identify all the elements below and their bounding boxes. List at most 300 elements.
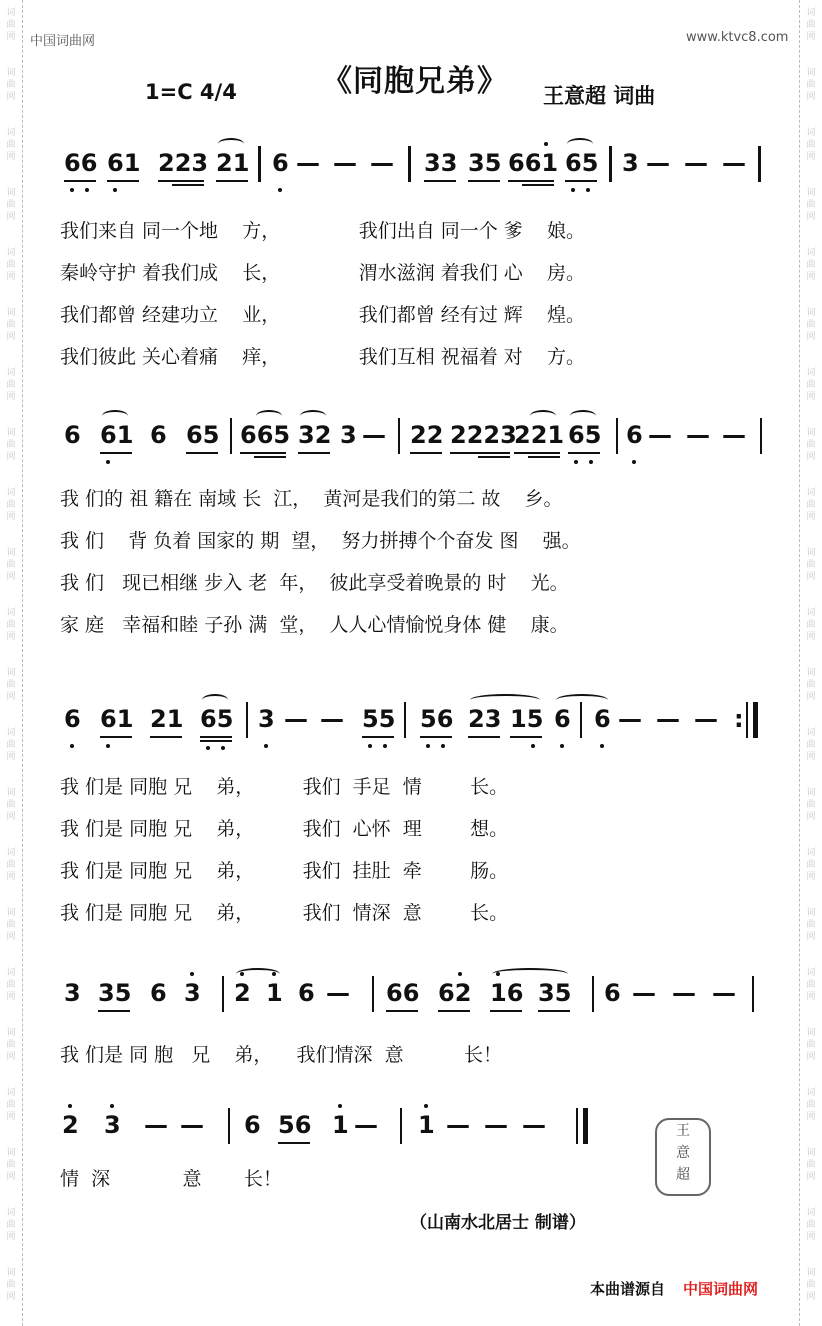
dash: — (522, 1111, 546, 1139)
barline (372, 976, 374, 1012)
watermark-glyph: 词 (6, 1088, 16, 1098)
watermark-glyph: 词 (806, 488, 816, 498)
low-octave-dot (441, 744, 445, 748)
watermark-glyph: 词 (806, 728, 816, 738)
underline (510, 736, 542, 738)
dash: — (320, 705, 344, 733)
dash: — (722, 149, 746, 177)
barline (580, 702, 582, 738)
lyric-line: 我们彼此 关心着痛 痒， 我们互相 祝福着 对 方。 (60, 346, 585, 368)
note-group: 6 (64, 705, 81, 733)
watermark-glyph: 曲 (806, 740, 816, 750)
source-site-link[interactable]: 中国词曲网 (683, 1280, 759, 1298)
watermark-glyph: 网 (6, 752, 16, 762)
watermark-glyph: 词 (6, 8, 16, 18)
dash: — (354, 1111, 378, 1139)
watermark-glyph: 曲 (806, 980, 816, 990)
watermark-glyph: 词 (6, 608, 16, 618)
low-octave-dot (70, 744, 74, 748)
watermark-glyph: 网 (806, 1232, 816, 1242)
watermark-glyph: 网 (6, 1052, 16, 1062)
watermark-glyph: 网 (6, 632, 16, 642)
note-group: 62 (438, 979, 472, 1007)
watermark-glyph: 网 (806, 692, 816, 702)
watermark-glyph: 曲 (6, 980, 16, 990)
watermark-glyph: 网 (806, 572, 816, 582)
transcriber-credit: （山南水北居士 制谱） (410, 1213, 586, 1233)
watermark-glyph: 曲 (806, 920, 816, 930)
seal-char: 意 (676, 1145, 690, 1161)
lyric-line: 我 们的 祖 籍在 南域 长 江， 黄河是我们的第二 故 乡。 (60, 488, 563, 510)
dash: — (362, 421, 386, 449)
barline (400, 1108, 402, 1144)
watermark-glyph: 曲 (806, 1280, 816, 1290)
key-time-signature: 1=C 4/4 (145, 80, 237, 104)
barline (404, 702, 406, 738)
barline (258, 146, 261, 182)
note-group: 22 (410, 421, 444, 449)
note-group: 223 (158, 149, 209, 177)
dash: — (686, 421, 710, 449)
note-group: 6 (604, 979, 621, 1007)
watermark-glyph: 网 (6, 932, 16, 942)
seal-char: 王 (676, 1123, 690, 1139)
watermark-glyph: 网 (6, 812, 16, 822)
underline (278, 1142, 310, 1144)
low-octave-dot (574, 460, 578, 464)
underline (514, 452, 560, 454)
underline (98, 1010, 130, 1012)
underline (386, 1010, 418, 1012)
lyric-line: 我们来自 同一个地 方， 我们出自 同一个 爹 娘。 (60, 220, 585, 242)
low-octave-dot (70, 188, 74, 192)
low-octave-dot (560, 744, 564, 748)
watermark-glyph: 词 (6, 248, 16, 258)
note-group: 2223 (450, 421, 517, 449)
dash: — (646, 149, 670, 177)
watermark-glyph: 曲 (806, 80, 816, 90)
watermark-glyph: 网 (6, 92, 16, 102)
note-group: 65 (565, 149, 599, 177)
barline (758, 146, 761, 182)
note-group: 61 (100, 705, 134, 733)
watermark-glyph: 曲 (6, 1220, 16, 1230)
barline-thick (583, 1108, 588, 1144)
watermark-glyph: 词 (6, 668, 16, 678)
lyric-line: 我 们是 同胞 兄 弟， 我们 手足 情 长。 (60, 776, 509, 798)
watermark-glyph: 网 (6, 692, 16, 702)
watermark-glyph: 曲 (6, 1280, 16, 1290)
watermark-glyph: 曲 (806, 440, 816, 450)
watermark-glyph: 曲 (806, 560, 816, 570)
watermark-glyph: 词 (806, 1208, 816, 1218)
high-octave-dot (110, 1104, 114, 1108)
note-group: 35 (468, 149, 502, 177)
note-group: 2 (62, 1111, 79, 1139)
underline (107, 180, 139, 182)
source-prefix: 本曲谱源自 (590, 1280, 666, 1298)
note-group: 6 (594, 705, 611, 733)
watermark-glyph: 曲 (806, 200, 816, 210)
watermark-glyph: 曲 (6, 1160, 16, 1170)
site-url-right[interactable]: www.ktvc8.com (686, 30, 789, 45)
watermark-glyph: 词 (806, 1148, 816, 1158)
low-octave-dot (586, 188, 590, 192)
underline (298, 452, 330, 454)
watermark-glyph: 词 (6, 1148, 16, 1158)
watermark-glyph: 词 (6, 848, 16, 858)
underline (64, 180, 96, 182)
barline (752, 976, 754, 1012)
lyric-line: 我 们是 同胞 兄 弟， 我们 挂肚 牵 肠。 (60, 860, 509, 882)
watermark-glyph: 网 (6, 152, 16, 162)
barline (228, 1108, 230, 1144)
watermark-glyph: 曲 (806, 1100, 816, 1110)
slur (102, 410, 128, 422)
underline (172, 184, 204, 186)
watermark-glyph: 网 (806, 92, 816, 102)
watermark-glyph: 曲 (6, 680, 16, 690)
note-group: 56 (278, 1111, 312, 1139)
barline (398, 418, 400, 454)
note-group: 65 (186, 421, 220, 449)
underline (490, 1010, 522, 1012)
watermark-glyph: 网 (806, 212, 816, 222)
watermark-glyph: 词 (806, 248, 816, 258)
watermark-glyph: 网 (6, 512, 16, 522)
high-octave-dot (190, 972, 194, 976)
note-group: 1 (266, 979, 283, 1007)
dash: — (656, 705, 680, 733)
slur (567, 138, 593, 150)
note-group: 3 (184, 979, 201, 1007)
watermark-glyph: 网 (806, 632, 816, 642)
watermark-glyph: 曲 (6, 860, 16, 870)
underline (158, 180, 204, 182)
dash: — (180, 1111, 204, 1139)
note-group: 66 (64, 149, 98, 177)
slur (570, 410, 596, 422)
note-group: 6 (298, 979, 315, 1007)
repeat-sign: : (734, 705, 744, 733)
watermark-glyph: 网 (806, 1172, 816, 1182)
low-octave-dot (206, 746, 210, 750)
note-group: 6 (272, 149, 289, 177)
underline (100, 452, 132, 454)
dash: — (144, 1111, 168, 1139)
watermark-glyph: 词 (806, 668, 816, 678)
underline (200, 740, 232, 742)
watermark-glyph: 词 (806, 788, 816, 798)
watermark-glyph: 词 (806, 848, 816, 858)
dash: — (694, 705, 718, 733)
watermark-glyph: 词 (806, 428, 816, 438)
underline (568, 452, 600, 454)
watermark-glyph: 词 (806, 1088, 816, 1098)
note-group: 6 (150, 421, 167, 449)
dash: — (712, 979, 736, 1007)
watermark-glyph: 词 (6, 548, 16, 558)
underline (362, 736, 394, 738)
underline (468, 180, 500, 182)
underline (468, 736, 500, 738)
low-octave-dot (589, 460, 593, 464)
watermark-glyph: 网 (6, 212, 16, 222)
slur (256, 410, 282, 422)
note-group: 55 (362, 705, 396, 733)
watermark-glyph: 词 (806, 548, 816, 558)
watermark-glyph: 曲 (6, 1100, 16, 1110)
watermark-glyph: 词 (806, 1268, 816, 1278)
high-octave-dot (338, 1104, 342, 1108)
note-group: 15 (510, 705, 544, 733)
watermark-glyph: 曲 (6, 740, 16, 750)
watermark-glyph: 网 (6, 992, 16, 1002)
note-group: 61 (107, 149, 141, 177)
barline (408, 146, 411, 182)
note-group: 61 (100, 421, 134, 449)
note-group: 3 (258, 705, 275, 733)
dash: — (484, 1111, 508, 1139)
song-title: 《同胞兄弟》 (322, 64, 508, 99)
watermark-glyph: 词 (806, 968, 816, 978)
note-group: 1 (418, 1111, 435, 1139)
site-name-left: 中国词曲网 (30, 34, 96, 49)
high-octave-dot (68, 1104, 72, 1108)
low-octave-dot (632, 460, 636, 464)
watermark-glyph: 网 (6, 1172, 16, 1182)
low-octave-dot (113, 188, 117, 192)
note-group: 23 (468, 705, 502, 733)
low-octave-dot (426, 744, 430, 748)
underline (478, 456, 510, 458)
watermark-glyph: 曲 (6, 500, 16, 510)
slur (530, 410, 556, 422)
note-group: 65 (568, 421, 602, 449)
watermark-glyph: 词 (6, 968, 16, 978)
watermark-glyph: 词 (6, 788, 16, 798)
watermark-glyph: 曲 (6, 920, 16, 930)
note-group: 33 (424, 149, 458, 177)
note-group: 2 (234, 979, 251, 1007)
low-octave-dot (264, 744, 268, 748)
underline (186, 452, 218, 454)
watermark-glyph: 词 (6, 188, 16, 198)
lyric-line: 我 们是 同胞 兄 弟， 我们 心怀 理 想。 (60, 818, 509, 840)
watermark-glyph: 曲 (6, 380, 16, 390)
watermark-glyph: 曲 (6, 560, 16, 570)
watermark-glyph: 词 (6, 1208, 16, 1218)
dash: — (648, 421, 672, 449)
watermark-glyph: 曲 (6, 620, 16, 630)
notation-line-1 (0, 146, 822, 196)
low-octave-dot (531, 744, 535, 748)
watermark-glyph: 网 (806, 932, 816, 942)
lyric-line: 秦岭守护 着我们成 长， 渭水滋润 着我们 心 房。 (60, 262, 585, 284)
high-octave-dot (424, 1104, 428, 1108)
seal-stamp (655, 1118, 711, 1196)
low-octave-dot (571, 188, 575, 192)
watermark-glyph: 词 (806, 608, 816, 618)
slur (218, 138, 244, 150)
dash: — (632, 979, 656, 1007)
low-octave-dot (221, 746, 225, 750)
underline (254, 456, 286, 458)
underline (410, 452, 442, 454)
barline (616, 418, 618, 454)
barline (246, 702, 248, 738)
watermark-glyph: 曲 (6, 320, 16, 330)
watermark-glyph: 网 (806, 32, 816, 42)
watermark-glyph: 网 (806, 332, 816, 342)
underline (420, 736, 452, 738)
note-group: 56 (420, 705, 454, 733)
watermark-glyph: 网 (6, 1292, 16, 1302)
watermark-glyph: 词 (806, 368, 816, 378)
watermark-glyph: 曲 (6, 800, 16, 810)
slur (202, 694, 228, 706)
lyric-line: 我们都曾 经建功立 业， 我们都曾 经有过 辉 煌。 (60, 304, 585, 326)
watermark-glyph: 网 (6, 572, 16, 582)
watermark-glyph: 曲 (806, 20, 816, 30)
underline (240, 452, 286, 454)
watermark-glyph: 曲 (6, 140, 16, 150)
watermark-glyph: 曲 (6, 1040, 16, 1050)
note-group: 3 (104, 1111, 121, 1139)
watermark-glyph: 网 (6, 872, 16, 882)
watermark-glyph: 词 (6, 728, 16, 738)
note-group: 665 (240, 421, 291, 449)
watermark-glyph: 网 (806, 452, 816, 462)
watermark-glyph: 词 (6, 908, 16, 918)
watermark-glyph: 网 (806, 1112, 816, 1122)
barline (592, 976, 594, 1012)
underline (508, 180, 554, 182)
watermark-glyph: 词 (806, 68, 816, 78)
watermark-glyph: 网 (6, 332, 16, 342)
note-group: 6 (554, 705, 571, 733)
watermark-glyph: 词 (6, 308, 16, 318)
note-group: 3 (340, 421, 357, 449)
dash: — (296, 149, 320, 177)
underline (528, 456, 560, 458)
watermark-glyph: 曲 (806, 860, 816, 870)
low-octave-dot (600, 744, 604, 748)
watermark-glyph: 曲 (806, 500, 816, 510)
note-group: 21 (150, 705, 184, 733)
slur (492, 968, 568, 980)
barline (609, 146, 612, 182)
watermark-glyph: 词 (6, 368, 16, 378)
watermark-glyph: 曲 (806, 320, 816, 330)
underline (216, 180, 248, 182)
dash: — (446, 1111, 470, 1139)
notation-line-4 (0, 976, 822, 1026)
watermark-glyph: 曲 (6, 80, 16, 90)
barline-thick (753, 702, 758, 738)
low-octave-dot (368, 744, 372, 748)
dash: — (618, 705, 642, 733)
notation-line-2 (0, 418, 822, 468)
watermark-glyph: 词 (806, 188, 816, 198)
watermark-glyph: 曲 (806, 800, 816, 810)
low-octave-dot (383, 744, 387, 748)
lyric-line: 情 深 意 长！ (60, 1168, 282, 1190)
note-group: 66 (386, 979, 420, 1007)
underline (538, 1010, 570, 1012)
high-octave-dot (496, 972, 500, 976)
high-octave-dot (272, 972, 276, 976)
barline (760, 418, 762, 454)
watermark-glyph: 网 (6, 452, 16, 462)
notation-line-3 (0, 702, 822, 752)
watermark-glyph: 曲 (806, 620, 816, 630)
watermark-glyph: 曲 (806, 260, 816, 270)
watermark-glyph: 词 (806, 128, 816, 138)
watermark-glyph: 词 (806, 308, 816, 318)
watermark-glyph: 网 (806, 272, 816, 282)
watermark-glyph: 曲 (806, 1160, 816, 1170)
note-group: 6 (150, 979, 167, 1007)
underline (100, 736, 132, 738)
watermark-glyph: 网 (6, 1232, 16, 1242)
watermark-glyph: 词 (6, 1028, 16, 1038)
watermark-glyph: 词 (806, 1028, 816, 1038)
source-footer (590, 1278, 758, 1299)
watermark-glyph: 词 (6, 68, 16, 78)
barline (746, 702, 748, 738)
underline (565, 180, 597, 182)
dash: — (284, 705, 308, 733)
low-octave-dot (85, 188, 89, 192)
note-group: 1 (332, 1111, 349, 1139)
note-group: 221 (514, 421, 565, 449)
underline (200, 736, 232, 738)
watermark-glyph: 曲 (6, 200, 16, 210)
dash: — (722, 421, 746, 449)
slur (470, 694, 540, 706)
dash: — (672, 979, 696, 1007)
note-group: 3 (64, 979, 81, 1007)
watermark-glyph: 网 (6, 32, 16, 42)
lyric-line: 家 庭 幸福和睦 子孙 满 堂， 人人心情愉悦身体 健 康。 (60, 614, 569, 636)
watermark-glyph: 词 (6, 128, 16, 138)
lyric-line: 我 们是 同 胞 兄 弟， 我们情深 意 长！ (60, 1044, 503, 1066)
dash: — (370, 149, 394, 177)
watermark-glyph: 网 (806, 812, 816, 822)
barline (222, 976, 224, 1012)
dash: — (326, 979, 350, 1007)
watermark-glyph: 曲 (806, 380, 816, 390)
watermark-glyph: 网 (6, 392, 16, 402)
low-octave-dot (106, 744, 110, 748)
low-octave-dot (278, 188, 282, 192)
watermark-glyph: 网 (806, 1052, 816, 1062)
watermark-glyph: 词 (6, 428, 16, 438)
lyric-line: 我 们 现已相继 步入 老 年， 彼此享受着晚景的 时 光。 (60, 572, 569, 594)
note-group: 3 (622, 149, 639, 177)
dash: — (684, 149, 708, 177)
watermark-glyph: 网 (6, 272, 16, 282)
note-group: 35 (538, 979, 572, 1007)
watermark-glyph: 网 (806, 752, 816, 762)
watermark-glyph: 网 (806, 152, 816, 162)
note-group: 21 (216, 149, 250, 177)
high-octave-dot (458, 972, 462, 976)
watermark-glyph: 网 (806, 1292, 816, 1302)
watermark-glyph: 曲 (806, 1040, 816, 1050)
note-group: 6 (244, 1111, 261, 1139)
